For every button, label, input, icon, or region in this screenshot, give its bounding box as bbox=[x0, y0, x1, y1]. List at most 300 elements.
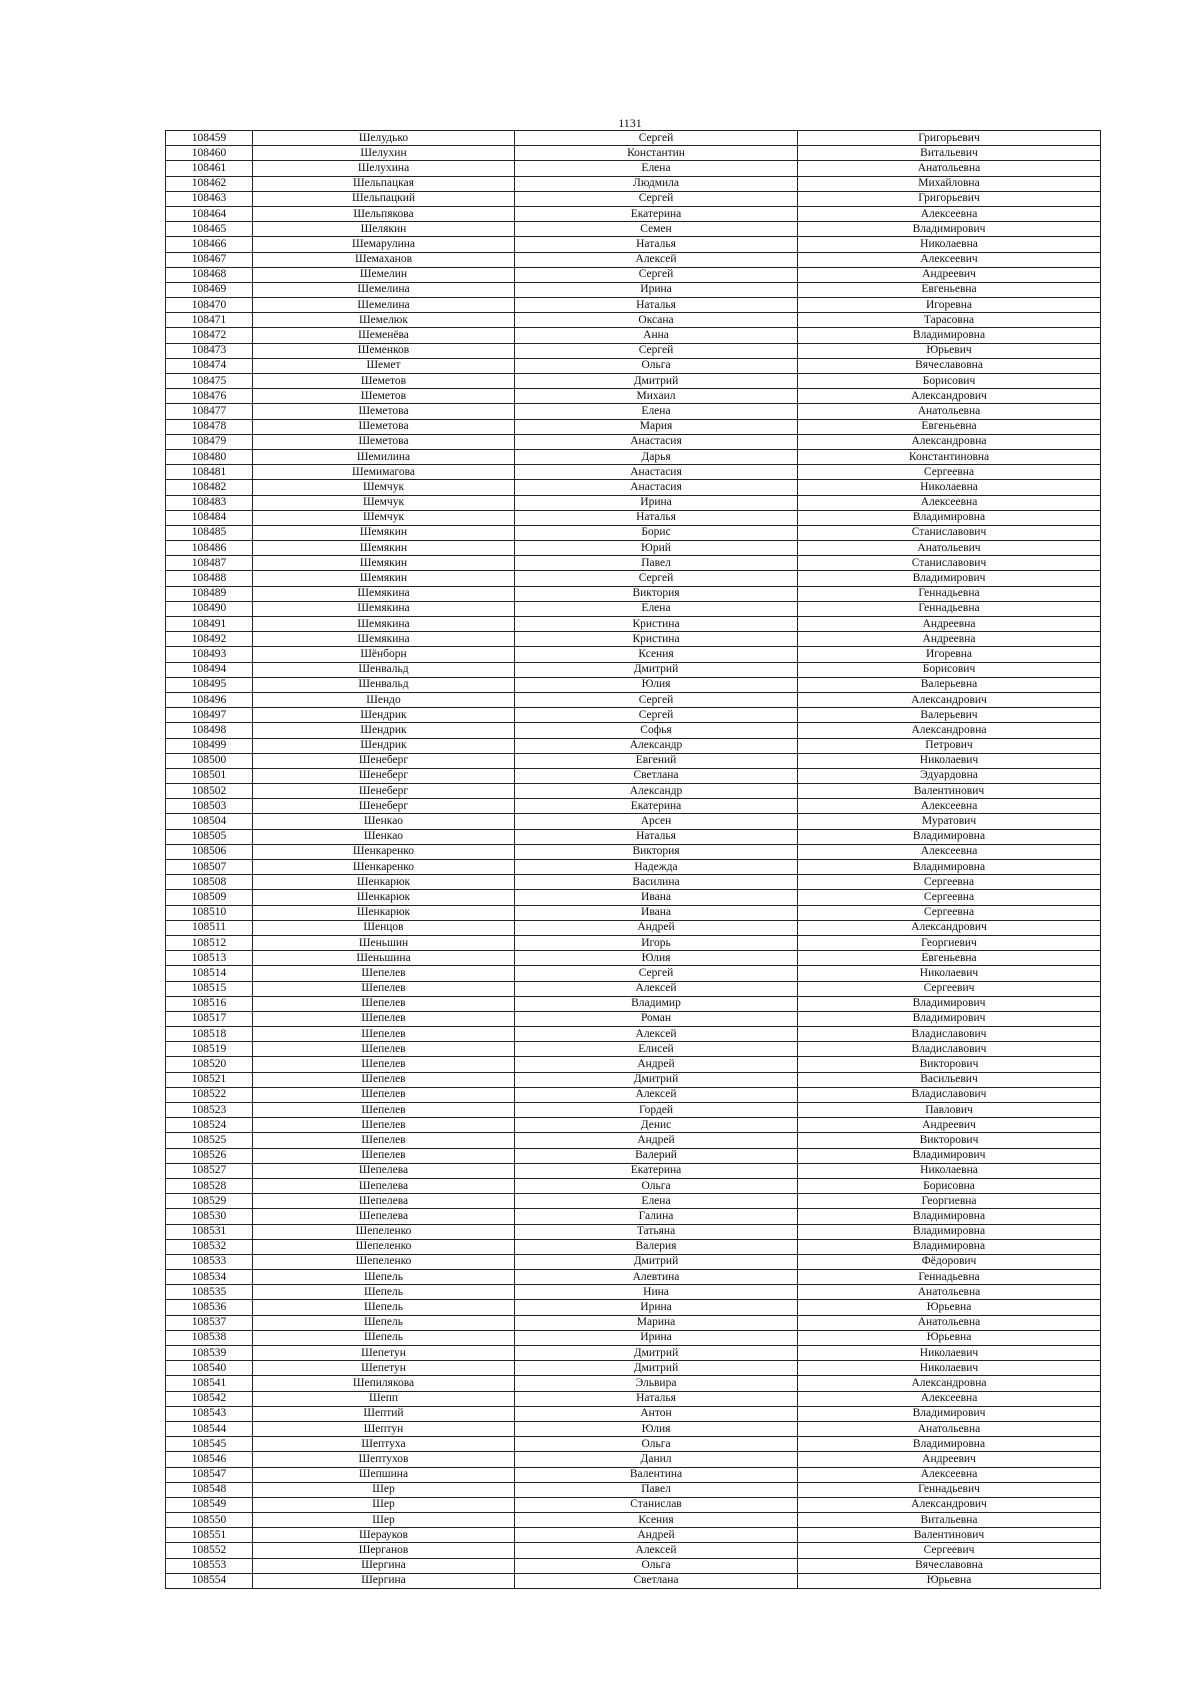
surname-cell: Шер bbox=[253, 1497, 515, 1512]
record-number-cell: 108493 bbox=[166, 647, 253, 662]
surname-cell: Шенкарюк bbox=[253, 875, 515, 890]
surname-cell: Шепилякова bbox=[253, 1376, 515, 1391]
table-row bbox=[166, 449, 1101, 464]
first-name-cell: Светлана bbox=[515, 768, 798, 783]
first-name-cell: Наталья bbox=[515, 1391, 798, 1406]
surname-cell: Шенеберг bbox=[253, 753, 515, 768]
table-row bbox=[166, 1467, 1101, 1482]
record-number-cell: 108527 bbox=[166, 1163, 253, 1178]
table-row bbox=[166, 1057, 1101, 1072]
table-row bbox=[166, 768, 1101, 783]
first-name-cell: Сергей bbox=[515, 966, 798, 981]
record-number-cell: 108537 bbox=[166, 1315, 253, 1330]
surname-cell: Шемякина bbox=[253, 586, 515, 601]
record-number-cell: 108550 bbox=[166, 1513, 253, 1528]
patronymic-cell: Сергеевна bbox=[798, 905, 1101, 920]
patronymic-cell: Сергеевна bbox=[798, 875, 1101, 890]
table-row bbox=[166, 465, 1101, 480]
first-name-cell: Дмитрий bbox=[515, 1072, 798, 1087]
first-name-cell: Анастасия bbox=[515, 480, 798, 495]
record-number-cell: 108522 bbox=[166, 1087, 253, 1102]
surname-cell: Шенкарюк bbox=[253, 890, 515, 905]
surname-cell: Шенкарюк bbox=[253, 905, 515, 920]
surname-cell: Шепетун bbox=[253, 1346, 515, 1361]
table-row bbox=[166, 313, 1101, 328]
page-number: 1131 bbox=[618, 116, 642, 130]
surname-cell: Шемякин bbox=[253, 525, 515, 540]
table-row bbox=[166, 267, 1101, 282]
record-number-cell: 108477 bbox=[166, 404, 253, 419]
first-name-cell: Денис bbox=[515, 1118, 798, 1133]
surname-cell: Шепелев bbox=[253, 1087, 515, 1102]
table-row bbox=[166, 1209, 1101, 1224]
patronymic-cell: Владиславович bbox=[798, 1087, 1101, 1102]
record-number-cell: 108459 bbox=[166, 131, 253, 146]
first-name-cell: Софья bbox=[515, 723, 798, 738]
record-number-cell: 108483 bbox=[166, 495, 253, 510]
table-row bbox=[166, 708, 1101, 723]
first-name-cell: Надежда bbox=[515, 860, 798, 875]
patronymic-cell: Михайловна bbox=[798, 176, 1101, 191]
first-name-cell: Виктория bbox=[515, 586, 798, 601]
first-name-cell: Валентина bbox=[515, 1467, 798, 1482]
first-name-cell: Анастасия bbox=[515, 465, 798, 480]
patronymic-cell: Николаевич bbox=[798, 966, 1101, 981]
surname-cell: Шепеленко bbox=[253, 1239, 515, 1254]
table-row bbox=[166, 131, 1101, 146]
first-name-cell: Кристина bbox=[515, 632, 798, 647]
patronymic-cell: Валерьевич bbox=[798, 708, 1101, 723]
patronymic-cell: Николаевич bbox=[798, 1346, 1101, 1361]
patronymic-cell: Алексеевна bbox=[798, 799, 1101, 814]
surname-cell: Шепетун bbox=[253, 1361, 515, 1376]
patronymic-cell: Борисовна bbox=[798, 1178, 1101, 1193]
surname-cell: Шепшина bbox=[253, 1467, 515, 1482]
patronymic-cell: Васильевич bbox=[798, 1072, 1101, 1087]
record-number-cell: 108531 bbox=[166, 1224, 253, 1239]
record-number-cell: 108474 bbox=[166, 358, 253, 373]
patronymic-cell: Владиславович bbox=[798, 1042, 1101, 1057]
record-number-cell: 108500 bbox=[166, 753, 253, 768]
first-name-cell: Евгений bbox=[515, 753, 798, 768]
first-name-cell: Сергей bbox=[515, 191, 798, 206]
first-name-cell: Константин bbox=[515, 146, 798, 161]
patronymic-cell: Геннадьевна bbox=[798, 1270, 1101, 1285]
surname-cell: Шелудько bbox=[253, 131, 515, 146]
patronymic-cell: Николаевич bbox=[798, 1361, 1101, 1376]
first-name-cell: Александр bbox=[515, 738, 798, 753]
patronymic-cell: Владимирович bbox=[798, 996, 1101, 1011]
surname-cell: Шенеберг bbox=[253, 768, 515, 783]
surname-cell: Шепелев bbox=[253, 1027, 515, 1042]
first-name-cell: Юлия bbox=[515, 1421, 798, 1436]
first-name-cell: Наталья bbox=[515, 829, 798, 844]
record-number-cell: 108541 bbox=[166, 1376, 253, 1391]
record-number-cell: 108496 bbox=[166, 692, 253, 707]
first-name-cell: Роман bbox=[515, 1011, 798, 1026]
first-name-cell: Ольга bbox=[515, 1558, 798, 1573]
surname-cell: Шепп bbox=[253, 1391, 515, 1406]
table-row bbox=[166, 1072, 1101, 1087]
surname-cell: Шеметов bbox=[253, 389, 515, 404]
patronymic-cell: Юрьевич bbox=[798, 343, 1101, 358]
patronymic-cell: Анатольевна bbox=[798, 1315, 1101, 1330]
table-row bbox=[166, 222, 1101, 237]
table-row bbox=[166, 586, 1101, 601]
record-number-cell: 108505 bbox=[166, 829, 253, 844]
first-name-cell: Галина bbox=[515, 1209, 798, 1224]
record-number-cell: 108506 bbox=[166, 844, 253, 859]
record-number-cell: 108487 bbox=[166, 556, 253, 571]
first-name-cell: Оксана bbox=[515, 313, 798, 328]
record-number-cell: 108513 bbox=[166, 951, 253, 966]
table-row bbox=[166, 191, 1101, 206]
table-row bbox=[166, 556, 1101, 571]
patronymic-cell: Сергеевна bbox=[798, 465, 1101, 480]
surname-cell: Шельпацкий bbox=[253, 191, 515, 206]
first-name-cell: Анастасия bbox=[515, 434, 798, 449]
patronymic-cell: Евгеньевна bbox=[798, 282, 1101, 297]
record-number-cell: 108460 bbox=[166, 146, 253, 161]
surname-cell: Шеметова bbox=[253, 404, 515, 419]
first-name-cell: Людмила bbox=[515, 176, 798, 191]
first-name-cell: Елена bbox=[515, 404, 798, 419]
record-number-cell: 108539 bbox=[166, 1346, 253, 1361]
record-number-cell: 108546 bbox=[166, 1452, 253, 1467]
surname-cell: Шепелев bbox=[253, 981, 515, 996]
table-row bbox=[166, 890, 1101, 905]
surname-cell: Шенкаренко bbox=[253, 860, 515, 875]
first-name-cell: Юлия bbox=[515, 677, 798, 692]
patronymic-cell: Анатольевна bbox=[798, 161, 1101, 176]
patronymic-cell: Сергеевич bbox=[798, 981, 1101, 996]
table-row bbox=[166, 434, 1101, 449]
table-row bbox=[166, 495, 1101, 510]
patronymic-cell: Александрович bbox=[798, 920, 1101, 935]
patronymic-cell: Алексеевна bbox=[798, 1467, 1101, 1482]
table-row bbox=[166, 252, 1101, 267]
first-name-cell: Сергей bbox=[515, 708, 798, 723]
record-number-cell: 108463 bbox=[166, 191, 253, 206]
first-name-cell: Валерия bbox=[515, 1239, 798, 1254]
patronymic-cell: Владимировна bbox=[798, 328, 1101, 343]
patronymic-cell: Станиславович bbox=[798, 525, 1101, 540]
first-name-cell: Андрей bbox=[515, 1057, 798, 1072]
table-row bbox=[166, 1254, 1101, 1269]
first-name-cell: Павел bbox=[515, 1482, 798, 1497]
patronymic-cell: Николаевна bbox=[798, 480, 1101, 495]
record-number-cell: 108528 bbox=[166, 1178, 253, 1193]
table-row bbox=[166, 1103, 1101, 1118]
table-row bbox=[166, 647, 1101, 662]
record-number-cell: 108551 bbox=[166, 1528, 253, 1543]
surname-cell: Шепелева bbox=[253, 1194, 515, 1209]
record-number-cell: 108475 bbox=[166, 374, 253, 389]
table-row bbox=[166, 601, 1101, 616]
first-name-cell: Наталья bbox=[515, 237, 798, 252]
surname-cell: Шептуха bbox=[253, 1437, 515, 1452]
patronymic-cell: Борисович bbox=[798, 662, 1101, 677]
table-row bbox=[166, 1513, 1101, 1528]
first-name-cell: Ольга bbox=[515, 358, 798, 373]
patronymic-cell: Петрович bbox=[798, 738, 1101, 753]
surname-cell: Шеменков bbox=[253, 343, 515, 358]
surname-cell: Шельпякова bbox=[253, 206, 515, 221]
table-row bbox=[166, 510, 1101, 525]
record-number-cell: 108489 bbox=[166, 586, 253, 601]
patronymic-cell: Сергеевна bbox=[798, 890, 1101, 905]
patronymic-cell: Владимировна bbox=[798, 1239, 1101, 1254]
patronymic-cell: Николаевна bbox=[798, 237, 1101, 252]
record-number-cell: 108468 bbox=[166, 267, 253, 282]
patronymic-cell: Тарасовна bbox=[798, 313, 1101, 328]
surname-cell: Шепелев bbox=[253, 1042, 515, 1057]
surname-cell: Шемякина bbox=[253, 617, 515, 632]
first-name-cell: Сергей bbox=[515, 571, 798, 586]
patronymic-cell: Алексеевич bbox=[798, 252, 1101, 267]
patronymic-cell: Владимировна bbox=[798, 1224, 1101, 1239]
table-row bbox=[166, 343, 1101, 358]
table-row bbox=[166, 1270, 1101, 1285]
record-number-cell: 108544 bbox=[166, 1421, 253, 1436]
surname-cell: Шепелев bbox=[253, 1103, 515, 1118]
surname-cell: Шепелева bbox=[253, 1178, 515, 1193]
first-name-cell: Ирина bbox=[515, 1330, 798, 1345]
table-row bbox=[166, 1543, 1101, 1558]
table-row bbox=[166, 1497, 1101, 1512]
table-row bbox=[166, 1285, 1101, 1300]
surname-cell: Шепелева bbox=[253, 1163, 515, 1178]
surname-cell: Шепель bbox=[253, 1330, 515, 1345]
table-row bbox=[166, 146, 1101, 161]
surname-cell: Шемчук bbox=[253, 510, 515, 525]
table-row bbox=[166, 738, 1101, 753]
patronymic-cell: Станиславович bbox=[798, 556, 1101, 571]
record-number-cell: 108526 bbox=[166, 1148, 253, 1163]
patronymic-cell: Анатольевна bbox=[798, 404, 1101, 419]
patronymic-cell: Алексеевна bbox=[798, 844, 1101, 859]
surname-cell: Шепель bbox=[253, 1285, 515, 1300]
table-row bbox=[166, 829, 1101, 844]
record-number-cell: 108478 bbox=[166, 419, 253, 434]
record-number-cell: 108502 bbox=[166, 784, 253, 799]
record-number-cell: 108472 bbox=[166, 328, 253, 343]
patronymic-cell: Владимирович bbox=[798, 1406, 1101, 1421]
patronymic-cell: Владимировна bbox=[798, 510, 1101, 525]
first-name-cell: Дмитрий bbox=[515, 1254, 798, 1269]
record-number-cell: 108521 bbox=[166, 1072, 253, 1087]
patronymic-cell: Геннадьевна bbox=[798, 586, 1101, 601]
surname-cell: Шенцов bbox=[253, 920, 515, 935]
patronymic-cell: Александрович bbox=[798, 692, 1101, 707]
surname-cell: Шенвальд bbox=[253, 677, 515, 692]
patronymic-cell: Валентинович bbox=[798, 1528, 1101, 1543]
surname-cell: Шергина bbox=[253, 1573, 515, 1588]
patronymic-cell: Владимировна bbox=[798, 1437, 1101, 1452]
table-row bbox=[166, 389, 1101, 404]
table-row bbox=[166, 1315, 1101, 1330]
surname-cell: Шепелев bbox=[253, 1148, 515, 1163]
patronymic-cell: Григорьевич bbox=[798, 131, 1101, 146]
table-row bbox=[166, 237, 1101, 252]
record-number-cell: 108532 bbox=[166, 1239, 253, 1254]
table-row bbox=[166, 1391, 1101, 1406]
record-number-cell: 108542 bbox=[166, 1391, 253, 1406]
surname-cell: Шенеберг bbox=[253, 784, 515, 799]
record-number-cell: 108484 bbox=[166, 510, 253, 525]
table-row bbox=[166, 176, 1101, 191]
surname-cell: Шелухин bbox=[253, 146, 515, 161]
record-number-cell: 108533 bbox=[166, 1254, 253, 1269]
table-row bbox=[166, 480, 1101, 495]
table-row bbox=[166, 1194, 1101, 1209]
patronymic-cell: Юрьевна bbox=[798, 1573, 1101, 1588]
record-number-cell: 108552 bbox=[166, 1543, 253, 1558]
table-row bbox=[166, 1346, 1101, 1361]
record-number-cell: 108490 bbox=[166, 601, 253, 616]
patronymic-cell: Николаевна bbox=[798, 1163, 1101, 1178]
record-number-cell: 108476 bbox=[166, 389, 253, 404]
first-name-cell: Станислав bbox=[515, 1497, 798, 1512]
patronymic-cell: Алексеевна bbox=[798, 495, 1101, 510]
patronymic-cell: Александрович bbox=[798, 1497, 1101, 1512]
table-row bbox=[166, 1330, 1101, 1345]
record-number-cell: 108479 bbox=[166, 434, 253, 449]
first-name-cell: Сергей bbox=[515, 267, 798, 282]
table-row bbox=[166, 860, 1101, 875]
table-row bbox=[166, 1118, 1101, 1133]
first-name-cell: Екатерина bbox=[515, 1163, 798, 1178]
first-name-cell: Татьяна bbox=[515, 1224, 798, 1239]
surname-cell: Шеменёва bbox=[253, 328, 515, 343]
patronymic-cell: Валентинович bbox=[798, 784, 1101, 799]
record-number-cell: 108525 bbox=[166, 1133, 253, 1148]
patronymic-cell: Витальевна bbox=[798, 1513, 1101, 1528]
surname-cell: Шепель bbox=[253, 1300, 515, 1315]
record-number-cell: 108492 bbox=[166, 632, 253, 647]
record-number-cell: 108469 bbox=[166, 282, 253, 297]
patronymic-cell: Алексеевна bbox=[798, 206, 1101, 221]
patronymic-cell: Владимировна bbox=[798, 829, 1101, 844]
record-number-cell: 108494 bbox=[166, 662, 253, 677]
table-row bbox=[166, 1376, 1101, 1391]
table-row bbox=[166, 1133, 1101, 1148]
record-number-cell: 108523 bbox=[166, 1103, 253, 1118]
surname-cell: Шендрик bbox=[253, 738, 515, 753]
record-number-cell: 108501 bbox=[166, 768, 253, 783]
table-row bbox=[166, 1148, 1101, 1163]
patronymic-cell: Владимирович bbox=[798, 1011, 1101, 1026]
patronymic-cell: Александрович bbox=[798, 389, 1101, 404]
first-name-cell: Борис bbox=[515, 525, 798, 540]
table-row bbox=[166, 784, 1101, 799]
first-name-cell: Кристина bbox=[515, 617, 798, 632]
patronymic-cell: Андреевна bbox=[798, 617, 1101, 632]
surname-cell: Шепеленко bbox=[253, 1224, 515, 1239]
record-number-cell: 108520 bbox=[166, 1057, 253, 1072]
record-number-cell: 108530 bbox=[166, 1209, 253, 1224]
patronymic-cell: Константиновна bbox=[798, 449, 1101, 464]
record-number-cell: 108486 bbox=[166, 541, 253, 556]
table-row bbox=[166, 981, 1101, 996]
first-name-cell: Юлия bbox=[515, 951, 798, 966]
record-number-cell: 108543 bbox=[166, 1406, 253, 1421]
table-row bbox=[166, 1452, 1101, 1467]
patronymic-cell: Григорьевич bbox=[798, 191, 1101, 206]
table-row bbox=[166, 844, 1101, 859]
first-name-cell: Дмитрий bbox=[515, 1361, 798, 1376]
patronymic-cell: Александровна bbox=[798, 434, 1101, 449]
table-row bbox=[166, 1163, 1101, 1178]
first-name-cell: Юрий bbox=[515, 541, 798, 556]
surname-cell: Шепелев bbox=[253, 1057, 515, 1072]
record-number-cell: 108497 bbox=[166, 708, 253, 723]
table-row bbox=[166, 358, 1101, 373]
record-number-cell: 108462 bbox=[166, 176, 253, 191]
first-name-cell: Александр bbox=[515, 784, 798, 799]
surname-cell: Шенкаренко bbox=[253, 844, 515, 859]
surname-cell: Шеньшина bbox=[253, 951, 515, 966]
surname-cell: Шепелев bbox=[253, 1118, 515, 1133]
first-name-cell: Алексей bbox=[515, 1543, 798, 1558]
surname-cell: Шемякин bbox=[253, 571, 515, 586]
table-row bbox=[166, 1421, 1101, 1436]
surname-cell: Шёнборн bbox=[253, 647, 515, 662]
record-number-cell: 108540 bbox=[166, 1361, 253, 1376]
first-name-cell: Анна bbox=[515, 328, 798, 343]
patronymic-cell: Витальевич bbox=[798, 146, 1101, 161]
table-row bbox=[166, 1437, 1101, 1452]
patronymic-cell: Викторович bbox=[798, 1133, 1101, 1148]
table-row bbox=[166, 1528, 1101, 1543]
surname-cell: Шемелина bbox=[253, 282, 515, 297]
table-row bbox=[166, 1224, 1101, 1239]
patronymic-cell: Юрьевна bbox=[798, 1330, 1101, 1345]
surname-cell: Шепелев bbox=[253, 996, 515, 1011]
table-row bbox=[166, 617, 1101, 632]
surname-cell: Шерганов bbox=[253, 1543, 515, 1558]
first-name-cell: Ивана bbox=[515, 905, 798, 920]
table-row bbox=[166, 161, 1101, 176]
table-row bbox=[166, 282, 1101, 297]
surname-cell: Шерауков bbox=[253, 1528, 515, 1543]
first-name-cell: Ольга bbox=[515, 1437, 798, 1452]
patronymic-cell: Алексеевна bbox=[798, 1391, 1101, 1406]
table-row bbox=[166, 814, 1101, 829]
surname-cell: Шендо bbox=[253, 692, 515, 707]
first-name-cell: Андрей bbox=[515, 1133, 798, 1148]
record-number-cell: 108464 bbox=[166, 206, 253, 221]
first-name-cell: Дарья bbox=[515, 449, 798, 464]
record-number-cell: 108498 bbox=[166, 723, 253, 738]
surname-cell: Шеметова bbox=[253, 419, 515, 434]
patronymic-cell: Викторович bbox=[798, 1057, 1101, 1072]
surname-cell: Шенвальд bbox=[253, 662, 515, 677]
patronymic-cell: Борисович bbox=[798, 374, 1101, 389]
table-row bbox=[166, 905, 1101, 920]
first-name-cell: Данил bbox=[515, 1452, 798, 1467]
surname-cell: Шемякина bbox=[253, 632, 515, 647]
first-name-cell: Арсен bbox=[515, 814, 798, 829]
first-name-cell: Елена bbox=[515, 601, 798, 616]
surname-cell: Шемякин bbox=[253, 556, 515, 571]
first-name-cell: Екатерина bbox=[515, 206, 798, 221]
surname-cell: Шенеберг bbox=[253, 799, 515, 814]
surname-cell: Шемилина bbox=[253, 449, 515, 464]
surname-cell: Шемелюк bbox=[253, 313, 515, 328]
table-row bbox=[166, 1042, 1101, 1057]
patronymic-cell: Владиславович bbox=[798, 1027, 1101, 1042]
